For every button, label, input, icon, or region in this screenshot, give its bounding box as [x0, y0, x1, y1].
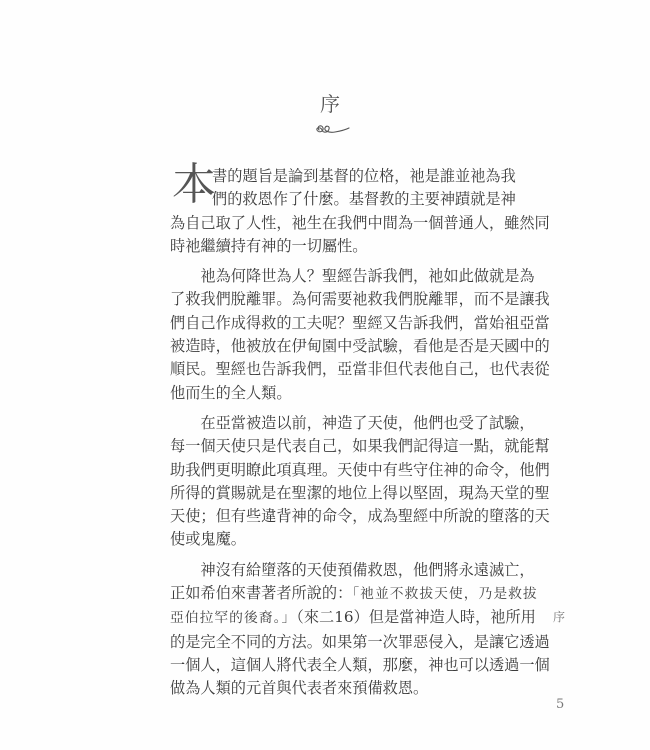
text-line: 所得的賞賜就是在聖潔的地位上得以堅固，現為天堂的聖	[170, 483, 550, 502]
running-head: 序	[553, 610, 566, 624]
page-number: 5	[556, 697, 565, 712]
text-line: 助我們更明瞭此項真理。天使中有些守住神的命令，他們	[170, 460, 550, 479]
text-line: 天使；但有些違背神的命令，成為聖經中所說的墮落的天	[170, 507, 550, 526]
chapter-title: 序	[320, 92, 340, 116]
flourish-ornament-icon	[313, 121, 353, 137]
text-line: 們的救恩作了什麼。基督教的主要神蹟就是神	[212, 190, 516, 209]
text-line: 了救我們脫離罪。為何需要祂救我們脫離罪，而不是讓我	[170, 290, 550, 309]
text-line: 的是完全不同的方法。如果第一次罪惡侵入，是讓它透過	[170, 632, 550, 651]
text-line: 時祂繼續持有神的一切屬性。	[170, 236, 368, 255]
paragraph-4	[170, 559, 550, 701]
text-line: 他而生的全人類。	[170, 383, 292, 402]
text-line: 祂為何降世為人？聖經告訴我們，祂如此做就是為	[200, 267, 535, 286]
paragraph-3	[170, 412, 550, 552]
text-line: 做為人類的元首與代表者來預備救恩。	[170, 679, 429, 698]
paragraph-1	[170, 159, 550, 258]
text-segment: 正如希伯來書著者所說的：	[170, 584, 353, 603]
paragraph-2	[170, 265, 550, 405]
text-line	[170, 606, 536, 630]
text-line: 們自己作成得救的工夫呢？聖經又告訴我們，當始祖亞當	[170, 313, 550, 332]
body-text	[170, 159, 550, 708]
text-line: 使或鬼魔。	[170, 530, 246, 549]
text-line: 被造時，他被放在伊甸園中受試驗，看他是否是天國中的	[170, 337, 550, 356]
text-line: 神沒有給墮落的天使預備救恩，他們將永遠滅亡，	[200, 560, 535, 579]
text-line: 書的題旨是論到基督的位格，祂是誰並祂為我	[212, 167, 516, 185]
text-segment: （來二16）但是當神造人時，祂所用	[296, 608, 536, 627]
text-line: 每一個天使只是代表自己，如果我們記得這一點，就能幫	[170, 437, 550, 456]
dropcap: 本	[172, 159, 216, 210]
text-line: 在亞當被造以前，神造了天使，他們也受了試驗，	[200, 413, 535, 432]
text-line	[170, 582, 538, 606]
scripture-quote: 亞伯拉罕的後裔。」	[170, 610, 297, 627]
scripture-quote: 「祂並不救拔天使，乃是救拔	[352, 586, 538, 603]
text-line: 為自己取了人性，祂生在我們中間為一個普通人，雖然同	[170, 213, 550, 232]
text-line: 順民。聖經也告訴我們，亞當非但代表他自己，也代表從	[170, 360, 550, 379]
text-line: 一個人，這個人將代表全人類，那麼，神也可以透過一個	[170, 655, 550, 674]
